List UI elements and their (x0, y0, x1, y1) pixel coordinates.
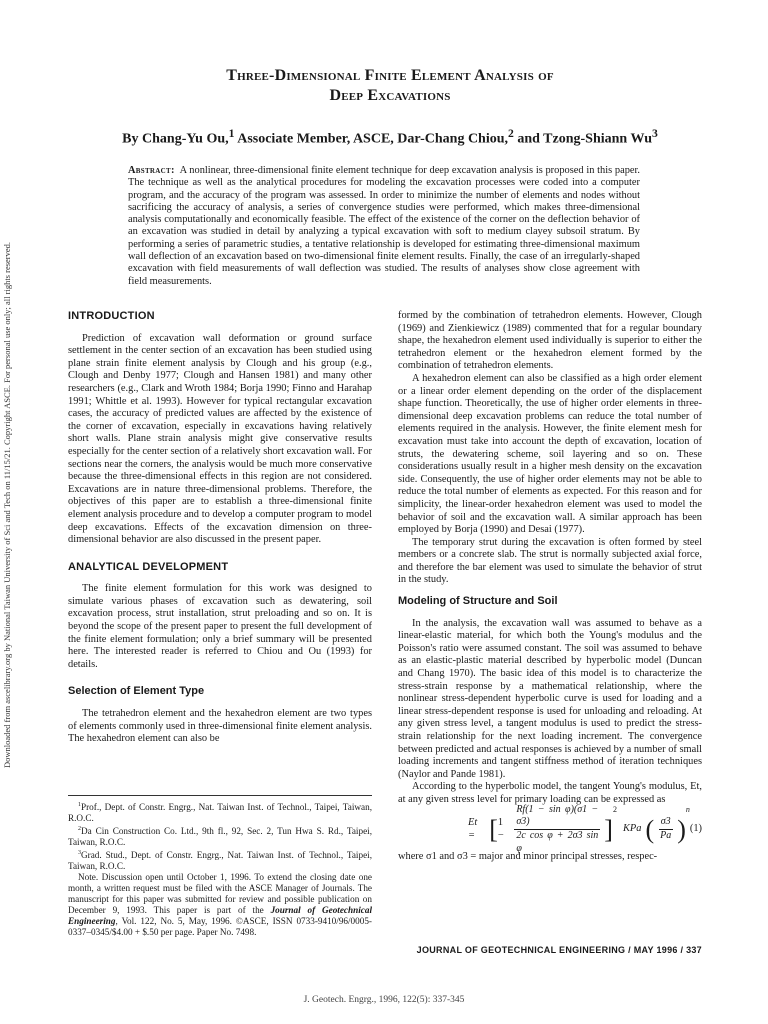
heading-selection-element-type: Selection of Element Type (68, 685, 205, 698)
footnote-2: $^2$Da Cin Construction Co. Ltd., 9th fl., 92, Sec. 2, Tun Hwa S. Rd., Taipei, Taiwan, R.O.C. (68, 826, 372, 848)
eq-one: 1 − (497, 816, 504, 841)
abstract-text: A nonlinear, three-dimensional finite element technique for deep excavation analysis is proposed in this paper. The technique as well as the analytical procedures for modeling the excavation processes were coded into a computer program, and the accuracy of the program was assessed. In order to minimize the number of elements and nodes without sacrificing the accuracy of analysis, a series of convergence studies were performed, which makes three-dimensional analysis computationally and economically feasible. The effect of the existence of the corner on the deflection behavior of an excavation was studied in detail by analyzing a typical excavation with soft to medium clayey subsoil stratum. By performing a series of parametric studies, a tentative relationship is developed for estimating three-dimensional maximum wall deflection of an excavation based on two-dimensional finite element results. Finally, the case of an irregularly-shaped excavation with field measurements of wall deflection was studied. The results of analyses show close agreement with field measurements. (128, 165, 640, 287)
author-1: By Chang-Yu Ou, (122, 131, 229, 147)
heading-introduction: INTRODUCTION (68, 310, 155, 322)
where-paragraph: where σ1 and σ3 = major and minor principal stresses, respec- (398, 850, 658, 862)
abstract (128, 165, 640, 288)
heading-modeling-structure-soil: Modeling of Structure and Soil (398, 595, 558, 608)
author-3: and Tzong-Shiann Wu (513, 131, 652, 147)
author-2-mark: 2 (508, 127, 514, 140)
author-line (60, 125, 720, 149)
footnotes (68, 795, 372, 938)
equation-1: Et = [ 1 − $\frac{\text{Rf(1 − sin φ)(σ1 − σ3)}}{\text{2c cos φ + 2σ3 sin φ}}$ ] 2 KPa ( $\frac{\sigma 3}{Pa}$ ) n (1) (468, 803, 702, 854)
analytical-paragraph: The finite element formulation for this work was designed to simulate various phases of excavation such as dewatering, soil excavation process, strut installation, strut preloading and so on. It is beyond the scope of the present paper to present the full development of the finite element formulation; only a brief summary will be presented here. The interested reader is referred to Chiou and Ou (1993) for details. (68, 583, 372, 670)
eq-lhs: Et = (468, 816, 478, 841)
abstract-label: Abstract: (128, 165, 175, 176)
right-column (398, 310, 702, 863)
right-paragraph-1: formed by the combination of tetrahedron elements. However, Clough (1969) and Zienkiewicz (1989) commented that for a regular boundary shape, the hexahedron element used individually is superior to either the tetrahedron element or the hexahedron element formed by the combination of tetrahedron elements. (398, 310, 702, 372)
modeling-paragraph: In the analysis, the excavation wall was assumed to behave as a linear-elastic material, for which both the Young's modulus and the Poisson's ratio were assumed constant. The soil was assumed to behave as an elastic-plastic material described by hyperbolic model (Duncan and Chang 1970). The basic idea of this model is to characterize the stress-strain response by a mathematical relationship, where the nonlinear stress-dependent hyperbolic curve is used for loading and a linear stress-dependent response is used for unloading and reloading. At any given stress level, a tangent modulus is used to predict the stress-strain relationship for the next loading increment. The convergence between predicted and actual responses is achieved by a number of small loading increments and tangent stiffness method of iteration techniques (Naylor and Pande 1981). (398, 617, 702, 780)
right-paragraph-2: A hexahedron element can also be classified as a high order element or a linear order element depending on the order of the displacement shape function. Theoretically, the use of higher order elements in three-dimensional deep excavation problems can reduce the total number of elements required in the analysis. However, the finite element mesh for excavation must take into account the depth of excavation, location of struts, the dewatering scheme, soil layering and so on. These considerations usually result in a higher mesh density on the excavation side. Consequently, the use of higher order elements may not be able to reduce the total number of elements as expected. For this reason and for simplicity, the linear-order hexahedron element was used to model the behavior of soil and the excavation wall. A similar approach has been employed by Borja (1990) and Desai (1977). (398, 372, 702, 536)
right-paragraph-3: The temporary strut during the excavation is often formed by steel members or a concrete slab. The strut is normally subjected axial force, and therefore the bar element was used to simulate the behavior of strut in the study. (398, 536, 702, 586)
title-line-1: Three-Dimensional Finite Element Analysis of (226, 67, 554, 84)
eq-stress-ratio: $\frac{\sigma 3}{Pa}$ (660, 816, 672, 842)
selection-paragraph: The tetrahedron element and the hexahedron element are two types of elements commonly used in three-dimensional finite element analysis. The hexahedron element can also be (68, 708, 372, 745)
left-column (68, 310, 372, 746)
footnote-3: $^3$Grad. Stud., Dept. of Constr. Engrg., Nat. Taiwan Inst. of Technol., Taipei, Taiwan, R.O.C. (68, 850, 372, 872)
citation: J. Geotech. Engrg., 1996, 122(5): 337-345 (303, 995, 465, 1005)
hyperbolic-paragraph: According to the hyperbolic model, the tangent Young's modulus, Et, at any given stress level for primary loading can be expressed as (398, 781, 702, 805)
equation-number: (1) (689, 823, 702, 835)
download-watermark: Downloaded from ascelibrary.org by National Taiwan University of Sci and Tech on 11/15/21. Copyright ASCE. For personal use only; all rights reserved. (2, 241, 12, 769)
author-2: Associate Member, ASCE, Dar-Chang Chiou, (234, 131, 509, 147)
paper-title (60, 66, 720, 106)
journal-footer: JOURNAL OF GEOTECHNICAL ENGINEERING / MAY 1996 / 337 (416, 945, 702, 955)
eq-fraction: $\frac{\text{Rf(1 − sin φ)(σ1 − σ3)}}{\text{2c cos φ + 2σ3 sin φ}}$ (516, 803, 599, 854)
author-3-mark: 3 (651, 127, 658, 140)
footnote-1: $^1$Prof., Dept. of Constr. Engrg., Nat. Taiwan Inst. of Technol., Taipei, Taiwan, R.O.C. (68, 802, 372, 824)
title-line-2: Deep Excavations (329, 87, 451, 104)
footnote-note: Note. Discussion open until October 1, 1996. To extend the closing date one month, a written request must be filed with the ASCE Manager of Journals. The manuscript for this paper was submitted for review and possible publication on December 9, 1993. This paper is part of the Journal of Geotechnical Engineering, Vol. 122, No. 5, May, 1996. ©ASCE, ISSN 0733-9410/96/0005-0337–0345/$4.00 + $.50 per page. Paper No. 7498. (68, 872, 372, 938)
heading-analytical-development: ANALYTICAL DEVELOPMENT (68, 560, 229, 573)
author-1-mark: 1 (228, 127, 235, 140)
intro-paragraph: Prediction of excavation wall deformation or ground surface settlement in the center section of an excavation has been studied using plane strain finite element analysis by Clough and his group (e.g., Clough and Denby 1977; Clough and Hansen 1981) and many other researchers (e.g., Clark and Wroth 1984; Borja 1990; Finno and Harahap 1991; Whittle et al. 1993). However for typical rectangular excavation cases, the accuracy of predicted values are affected by the existence of the corner of excavation, especially in excavations having relatively short walls. Plane strain analysis might give conservative results especially for the center section of a relatively short excavation wall. For sections near the corners, the analysis would be much more conservative because the three-dimensional effects in this region are not considered. Excavations are in nature three-dimensional problems. Therefore, the objectives of this paper are to establish a three-dimensional finite element analysis procedure and to develop a computer program to model deep excavations. Effects of the excavation dimension on three-dimensional behavior are also discussed in the present paper. (68, 332, 372, 546)
